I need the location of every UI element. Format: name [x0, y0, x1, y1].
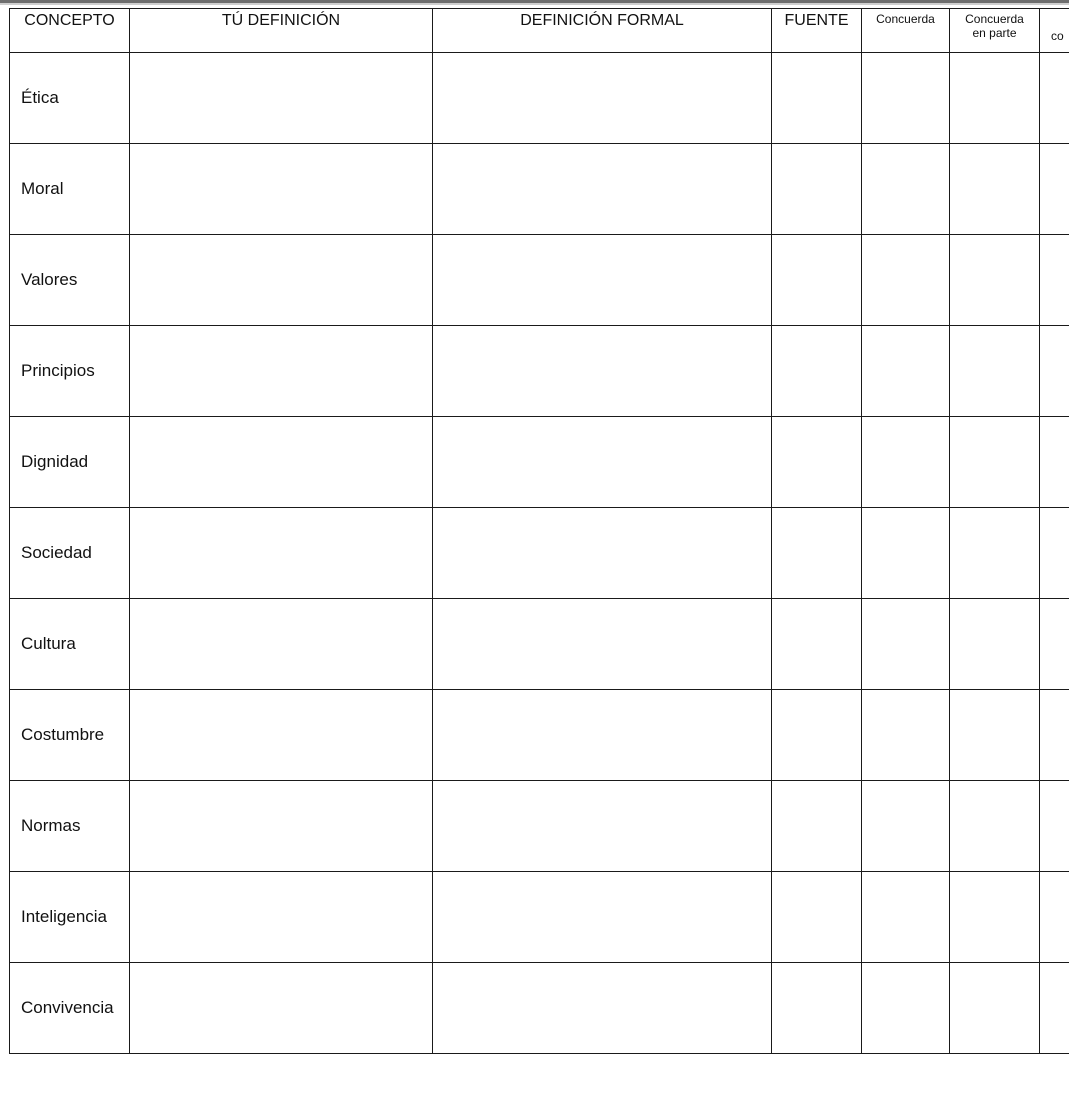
concept-cell: Cultura — [10, 599, 130, 690]
concept-cell: Inteligencia — [10, 872, 130, 963]
definicion-formal-cell[interactable] — [433, 417, 772, 508]
definicion-formal-cell[interactable] — [433, 690, 772, 781]
concuerda-cell[interactable] — [862, 144, 950, 235]
concuerda-cell[interactable] — [862, 326, 950, 417]
table-row — [10, 690, 1079, 781]
table-row — [10, 781, 1079, 872]
fuente-cell[interactable] — [772, 417, 862, 508]
header-concuerda-en-parte-line2: en parte — [972, 26, 1017, 40]
header-fuente: FUENTE — [772, 9, 862, 53]
header-concuerda-en-parte-line1: Concuerda — [965, 12, 1024, 26]
definicion-formal-cell[interactable] — [433, 326, 772, 417]
concept-cell: Normas — [10, 781, 130, 872]
definicion-formal-cell[interactable] — [433, 144, 772, 235]
concept-table — [9, 8, 1079, 1054]
tu-definicion-cell[interactable] — [130, 144, 433, 235]
fuente-cell[interactable] — [772, 508, 862, 599]
table-row — [10, 53, 1079, 144]
concuerda-cell[interactable] — [862, 508, 950, 599]
concuerda-en-parte-cell[interactable] — [950, 599, 1040, 690]
concuerda-cell[interactable] — [862, 872, 950, 963]
table-row — [10, 963, 1079, 1054]
definicion-formal-cell[interactable] — [433, 963, 772, 1054]
top-rule-shadow — [0, 3, 1079, 5]
concept-cell: Moral — [10, 144, 130, 235]
table-row — [10, 144, 1079, 235]
fuente-cell[interactable] — [772, 235, 862, 326]
concuerda-en-parte-cell[interactable] — [950, 417, 1040, 508]
fuente-cell[interactable] — [772, 144, 862, 235]
table-row — [10, 235, 1079, 326]
tu-definicion-cell[interactable] — [130, 690, 433, 781]
concuerda-cell[interactable] — [862, 781, 950, 872]
concuerda-en-parte-cell[interactable] — [950, 235, 1040, 326]
fuente-cell[interactable] — [772, 781, 862, 872]
tu-definicion-cell[interactable] — [130, 235, 433, 326]
header-row — [10, 9, 1079, 53]
concept-cell: Convivencia — [10, 963, 130, 1054]
fuente-cell[interactable] — [772, 326, 862, 417]
header-cut-off-text: co — [1051, 29, 1064, 43]
concept-cell: Dignidad — [10, 417, 130, 508]
definicion-formal-cell[interactable] — [433, 235, 772, 326]
fuente-cell[interactable] — [772, 599, 862, 690]
concuerda-cell[interactable] — [862, 53, 950, 144]
table-body — [10, 53, 1079, 1054]
concuerda-en-parte-cell[interactable] — [950, 144, 1040, 235]
tu-definicion-cell[interactable] — [130, 599, 433, 690]
definicion-formal-cell[interactable] — [433, 599, 772, 690]
concept-cell: Principios — [10, 326, 130, 417]
concuerda-cell[interactable] — [862, 235, 950, 326]
concuerda-en-parte-cell[interactable] — [950, 508, 1040, 599]
fuente-cell[interactable] — [772, 963, 862, 1054]
concept-cell: Valores — [10, 235, 130, 326]
tu-definicion-cell[interactable] — [130, 781, 433, 872]
concept-cell: Ética — [10, 53, 130, 144]
definicion-formal-cell[interactable] — [433, 53, 772, 144]
concuerda-cell[interactable] — [862, 599, 950, 690]
tu-definicion-cell[interactable] — [130, 963, 433, 1054]
tu-definicion-cell[interactable] — [130, 417, 433, 508]
concept-cell: Sociedad — [10, 508, 130, 599]
concuerda-en-parte-cell[interactable] — [950, 690, 1040, 781]
concuerda-en-parte-cell[interactable] — [950, 326, 1040, 417]
tu-definicion-cell[interactable] — [130, 326, 433, 417]
header-concepto: CONCEPTO — [10, 9, 130, 53]
fuente-cell[interactable] — [772, 53, 862, 144]
concuerda-cell[interactable] — [862, 417, 950, 508]
right-clip — [1069, 0, 1079, 1099]
concuerda-en-parte-cell[interactable] — [950, 872, 1040, 963]
concuerda-cell[interactable] — [862, 963, 950, 1054]
table-row — [10, 508, 1079, 599]
header-concuerda-en-parte — [950, 9, 1040, 53]
definicion-formal-cell[interactable] — [433, 508, 772, 599]
concuerda-en-parte-cell[interactable] — [950, 53, 1040, 144]
concuerda-cell[interactable] — [862, 690, 950, 781]
definicion-formal-cell[interactable] — [433, 781, 772, 872]
fuente-cell[interactable] — [772, 690, 862, 781]
tu-definicion-cell[interactable] — [130, 872, 433, 963]
definicion-formal-cell[interactable] — [433, 872, 772, 963]
header-concuerda: Concuerda — [862, 9, 950, 53]
fuente-cell[interactable] — [772, 872, 862, 963]
concept-cell: Costumbre — [10, 690, 130, 781]
tu-definicion-cell[interactable] — [130, 508, 433, 599]
tu-definicion-cell[interactable] — [130, 53, 433, 144]
table-row — [10, 599, 1079, 690]
header-tu-definicion: TÚ DEFINICIÓN — [130, 9, 433, 53]
concuerda-en-parte-cell[interactable] — [950, 781, 1040, 872]
table-row — [10, 326, 1079, 417]
table-row — [10, 417, 1079, 508]
header-definicion-formal: DEFINICIÓN FORMAL — [433, 9, 772, 53]
table-row — [10, 872, 1079, 963]
concuerda-en-parte-cell[interactable] — [950, 963, 1040, 1054]
